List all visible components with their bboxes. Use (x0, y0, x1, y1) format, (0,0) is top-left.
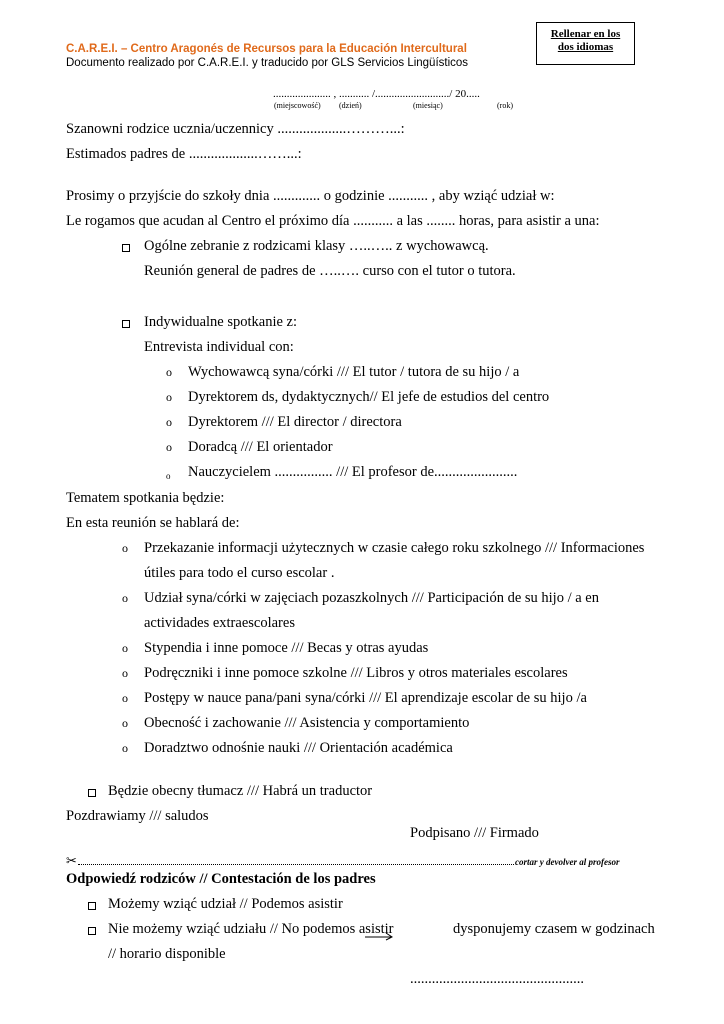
circle-bullet-icon: o (122, 691, 128, 705)
option-general-spanish: Reunión general de padres de …..…. curso con el tutor o tutora. (144, 263, 516, 279)
reply-option-yes[interactable]: Możemy wziąć udział // Podemos asistir (88, 895, 343, 913)
salutation-spanish: Estimados padres de ...................……...: (66, 146, 302, 162)
circle-bullet-icon: o (166, 390, 172, 404)
invitation-spanish: Le rogamos que acudan al Centro el próximo día ........... a las ........ horas, para asistir a una: (66, 213, 600, 229)
dotted-separator (78, 864, 514, 865)
list-item: o Przekazanie informacji użytecznych w czasie całego roku szkolnego /// Informaciones (122, 540, 645, 556)
circle-bullet-icon: o (166, 440, 172, 454)
option-general-polish: Ogólne zebranie z rodzicami klasy …..….. z wychowawcą. (144, 238, 489, 254)
topics-heading-spanish: En esta reunión se hablará de: (66, 515, 240, 531)
greeting: Pozdrawiamy /// saludos (66, 808, 209, 824)
option-individual-spanish: Entrevista individual con: (144, 339, 294, 355)
fill-box-line2: dos idiomas (557, 41, 614, 53)
signature-line: ................................................ (410, 971, 584, 987)
fill-in-both-languages-box (536, 22, 635, 65)
list-item: o Podręczniki i inne pomoce szkolne /// Libros y otros materiales escolares (122, 665, 568, 681)
circle-bullet-icon: o (122, 591, 128, 605)
list-item: o Dyrektorem ds, dydaktycznych// El jefe de estudios del centro (166, 389, 550, 405)
circle-bullet-icon: o (122, 741, 128, 755)
option-individual-polish: Indywidualne spotkanie z: (144, 314, 298, 330)
date-caption-day: (dzień) (339, 101, 362, 110)
list-item: o Postępy w nauce pana/pani syna/córki /// El aprendizaje escolar de su hijo /a (122, 690, 587, 706)
list-item: o Udział syna/córki w zajęciach pozaszkolnych /// Participación de su hijo / a en (122, 590, 599, 606)
option-individual-meeting (122, 313, 297, 331)
translator-note: Będzie obecny tłumacz /// Habrá un traductor (88, 782, 372, 800)
cut-instruction: cortar y devolver al profesor (515, 857, 620, 867)
circle-bullet-icon: o (122, 641, 128, 655)
date-caption-year: (rok) (497, 101, 513, 110)
circle-bullet-icon: o (122, 666, 128, 680)
checkbox-icon (122, 320, 130, 328)
arrow-right-icon (365, 931, 395, 941)
circle-bullet-icon: o (122, 716, 128, 730)
date-line: ..................... , ........... /.........................../ 20..... (273, 88, 480, 100)
date-caption-month: (miesiąc) (413, 101, 443, 110)
list-item: o Nauczycielem ................ /// El profesor de....................... (166, 463, 517, 481)
header-credits: Documento realizado por C.A.R.E.I. y traducido por GLS Servicios Lingüísticos (66, 57, 469, 69)
circle-bullet-icon: o (122, 541, 128, 555)
available-hours-polish: dysponujemy czasem w godzinach (453, 921, 655, 937)
list-item: o Obecność i zachowanie /// Asistencia y comportamiento (122, 715, 470, 731)
list-item: o Doradztwo odnośnie nauki /// Orientación académica (122, 740, 453, 756)
scissors-icon: ✂ (66, 853, 77, 868)
fill-box-line1: Rellenar en los (550, 28, 621, 40)
list-item: o Doradcą /// El orientador (166, 439, 333, 455)
date-caption-place: (miejscowość) (274, 101, 321, 110)
circle-bullet-icon: o (166, 415, 172, 429)
available-hours-spanish: // horario disponible (108, 946, 226, 962)
option-general-meeting (122, 237, 489, 255)
list-item-continuation: actividades extraescolares (144, 615, 295, 631)
reply-title: Odpowiedź rodziców // Contestación de los padres (66, 871, 376, 887)
cut-line (66, 853, 656, 870)
invitation-polish: Prosimy o przyjście do szkoły dnia ............. o godzinie ........... , aby wziąć udział w: (66, 188, 555, 204)
checkbox-icon (122, 244, 130, 252)
reply-option-no[interactable]: Nie możemy wziąć udziału // No podemos asistir (88, 920, 394, 938)
checkbox-icon[interactable] (88, 927, 96, 935)
checkbox-icon[interactable] (88, 902, 96, 910)
list-item: o Wychowawcą syna/córki /// El tutor / tutora de su hijo / a (166, 364, 520, 380)
list-item: o Dyrektorem /// El director / directora (166, 414, 402, 430)
signed-label: Podpisano /// Firmado (410, 825, 539, 841)
header-organization: C.A.R.E.I. – Centro Aragonés de Recursos para la Educación Intercultural (66, 43, 467, 55)
circle-bullet-icon: o (166, 365, 172, 379)
topics-heading-polish: Tematem spotkania będzie: (66, 490, 225, 506)
list-item-continuation: útiles para todo el curso escolar . (144, 565, 335, 581)
checkbox-icon (88, 789, 96, 797)
circle-bullet-icon: o (166, 471, 171, 481)
list-item: o Stypendia i inne pomoce /// Becas y otras ayudas (122, 640, 429, 656)
salutation-polish: Szanowni rodzice ucznia/uczennicy ...................………...: (66, 121, 405, 137)
